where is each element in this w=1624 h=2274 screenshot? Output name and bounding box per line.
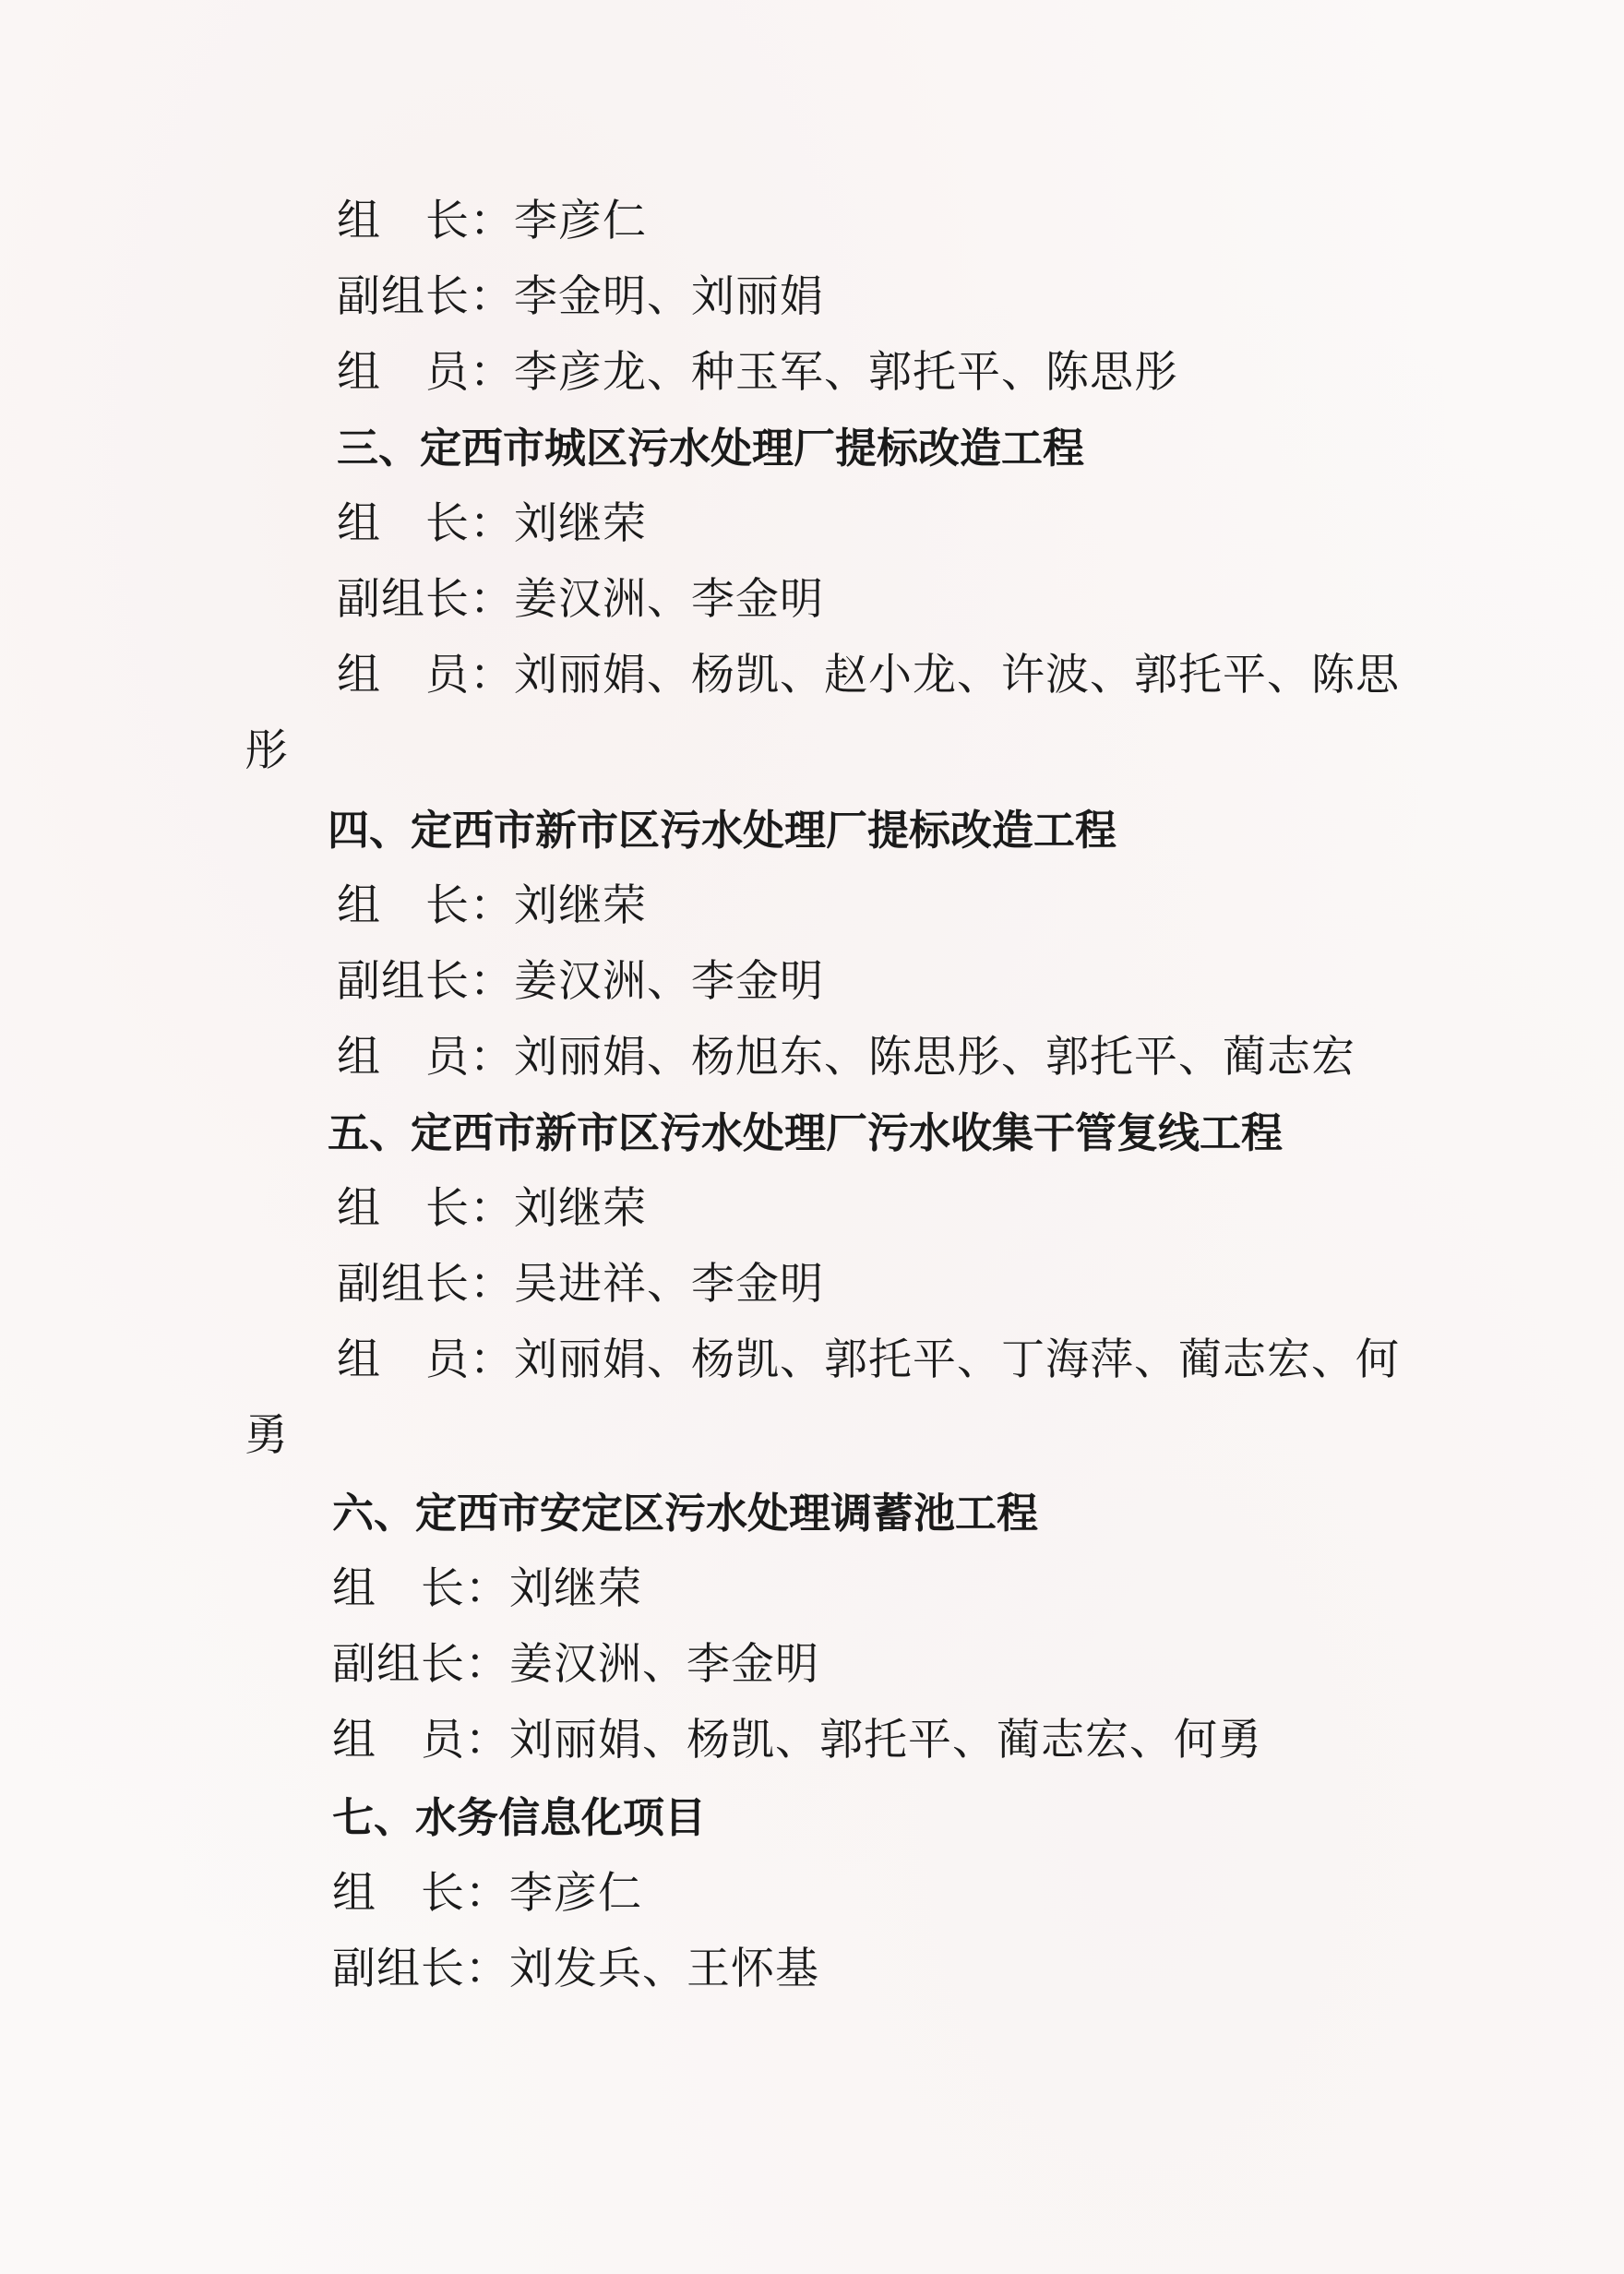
s5-members: 组 员：刘丽娟、杨凯、郭托平、丁海萍、蔺志宏、何 (337, 1334, 1400, 1385)
s3-title: 三、定西市城区污水处理厂提标改造工程 (337, 424, 1085, 473)
s6-deputy: 副组长：姜汉洲、李金明 (332, 1639, 819, 1690)
s5-leader: 组 长：刘继荣 (337, 1183, 647, 1234)
s3-members: 组 员：刘丽娟、杨凯、赵小龙、许波、郭托平、陈思 (337, 650, 1400, 700)
s4-leader: 组 长：刘继荣 (337, 880, 647, 931)
s6-title: 六、定西市安定区污水处理调蓄池工程 (332, 1489, 1039, 1538)
s3-deputy: 副组长：姜汉洲、李金明 (337, 574, 824, 625)
s4-deputy: 副组长：姜汉洲、李金明 (337, 956, 824, 1007)
s2-leader: 组 长：李彦仁 (337, 196, 647, 246)
s4-title: 四、定西市新市区污水处理厂提标改造工程 (328, 806, 1117, 855)
s2-members: 组 员：李彦龙、种玉军、郭托平、陈思彤 (337, 347, 1178, 398)
s3-members-wrap: 彤 (245, 725, 288, 776)
s6-leader: 组 长：刘继荣 (332, 1563, 642, 1614)
s7-title: 七、水务信息化项目 (332, 1793, 707, 1842)
s5-title: 五、定西市新市区污水处理厂污水收集干管复线工程 (328, 1108, 1284, 1157)
s3-leader: 组 长：刘继荣 (337, 498, 647, 549)
s6-members: 组 员：刘丽娟、杨凯、郭托平、蔺志宏、何勇 (332, 1715, 1262, 1765)
s7-deputy: 副组长：刘发兵、王怀基 (332, 1944, 819, 1994)
s5-deputy: 副组长：吴进祥、李金明 (337, 1259, 824, 1310)
s2-deputy: 副组长：李金明、刘丽娟 (337, 271, 824, 322)
s5-members-wrap: 勇 (245, 1410, 288, 1461)
s4-members: 组 员：刘丽娟、杨旭东、陈思彤、郭托平、蔺志宏 (337, 1032, 1355, 1083)
s7-leader: 组 长：李彦仁 (332, 1868, 642, 1919)
